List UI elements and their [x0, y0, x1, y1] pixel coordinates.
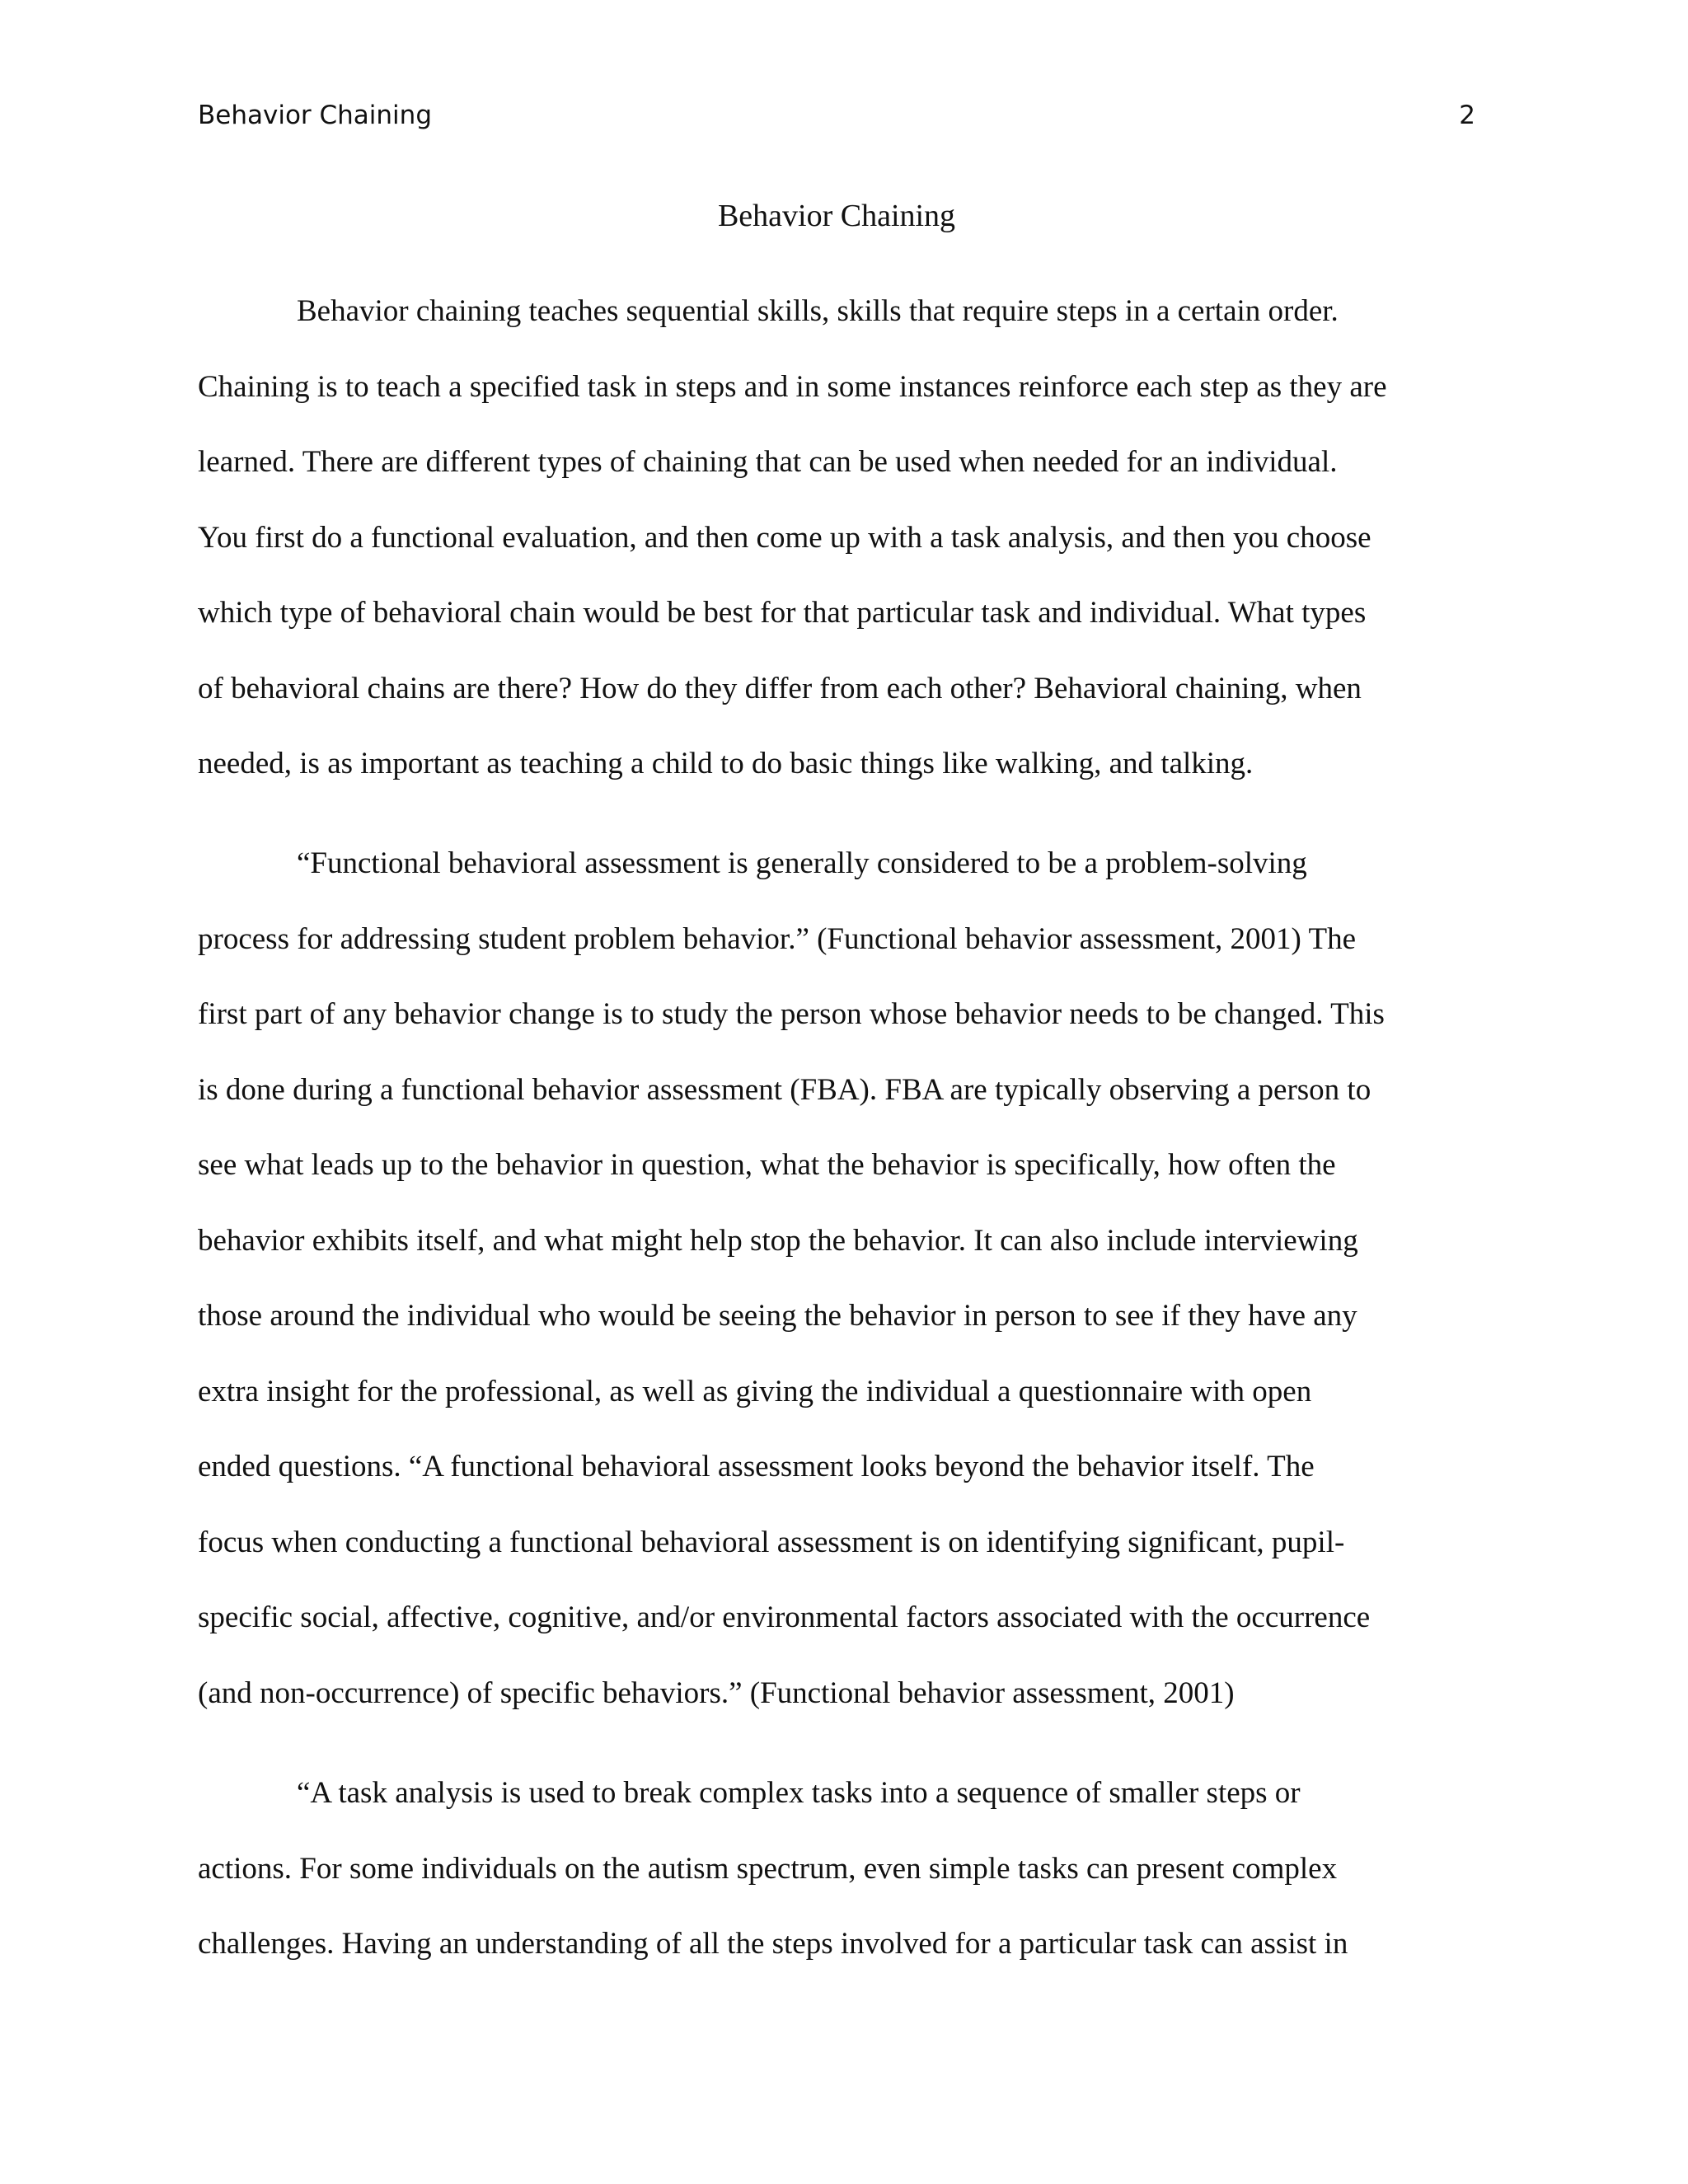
running-head	[198, 97, 1475, 134]
paragraph-line: focus when conducting a functional behavioral assessment is on identifying significant, pupil-	[198, 1525, 1345, 1559]
paragraph-line: behavior exhibits itself, and what might help stop the behavior. It can also include interviewing	[198, 1223, 1358, 1258]
paragraph-line: needed, is as important as teaching a child to do basic things like walking, and talking.	[198, 747, 1254, 780]
paragraph-line: process for addressing student problem behavior.” (Functional behavior assessment, 2001) The	[198, 921, 1356, 956]
paragraph-line: see what leads up to the behavior in question, what the behavior is specifically, how often the	[198, 1148, 1336, 1182]
paragraph-1	[198, 274, 1484, 802]
paragraph-line: specific social, affective, cognitive, and/or environmental factors associated with the occurrence	[198, 1601, 1371, 1634]
page-number: 2	[1459, 101, 1475, 130]
paragraph-line: “A task analysis is used to break complex tasks into a sequence of smaller steps or	[297, 1776, 1301, 1810]
paragraph-line: ended questions. “A functional behavioral assessment looks beyond the behavior itself. The	[198, 1450, 1315, 1483]
paragraph-line: which type of behavioral chain would be best for that particular task and individual. What types	[198, 596, 1367, 630]
paragraph-line: learned. There are different types of chaining that can be used when needed for an individual.	[198, 445, 1338, 479]
paragraph-line: (and non-occurrence) of specific behaviors.” (Functional behavior assessment, 2001)	[198, 1675, 1235, 1710]
paragraph-line: challenges. Having an understanding of all the steps involved for a particular task can assist in	[198, 1927, 1348, 1961]
paragraph-line: You first do a functional evaluation, and then come up with a task analysis, and then you choose	[198, 520, 1372, 555]
paragraph-line: first part of any behavior change is to study the person whose behavior needs to be changed. This	[198, 997, 1385, 1031]
paragraph-line: of behavioral chains are there? How do they differ from each other? Behavioral chaining, when	[198, 671, 1362, 705]
document-title: Behavior Chaining	[717, 199, 956, 233]
paragraph-2	[198, 826, 1484, 1807]
paragraph-line: is done during a functional behavior assessment (FBA). FBA are typically observing a person to	[198, 1072, 1372, 1107]
running-head-title: Behavior Chaining	[198, 101, 432, 130]
paragraph-line: actions. For some individuals on the autism spectrum, even simple tasks can present complex	[198, 1851, 1338, 1886]
paragraph-line: “Functional behavioral assessment is generally considered to be a problem-solving	[297, 846, 1307, 880]
paragraph-line: those around the individual who would be seeing the behavior in person to see if they have any	[198, 1299, 1357, 1333]
paragraph-3	[198, 1755, 1484, 1982]
paragraph-line: Chaining is to teach a specified task in steps and in some instances reinforce each step as they are	[198, 369, 1387, 404]
paragraph-line: extra insight for the professional, as well as giving the individual a questionnaire with open	[198, 1374, 1312, 1408]
paragraph-line: Behavior chaining teaches sequential skills, skills that require steps in a certain order.	[297, 294, 1339, 328]
